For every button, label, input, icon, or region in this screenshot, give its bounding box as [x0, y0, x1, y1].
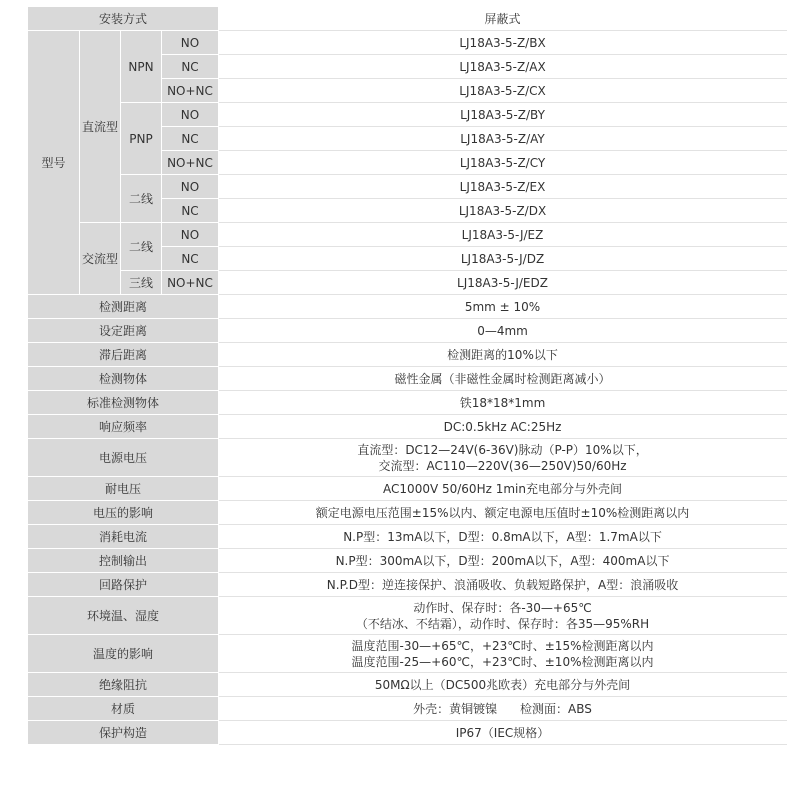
- spec-value: 磁性金属（非磁性金属时检测距离减小）: [219, 367, 787, 391]
- pnp-label: PNP: [121, 103, 162, 175]
- spec-label: 检测物体: [28, 367, 219, 391]
- spec-row: [28, 549, 787, 573]
- spec-value: N.P型：300mA以下，D型：200mA以下，A型：400mA以下: [219, 549, 787, 573]
- spec-row: [28, 415, 787, 439]
- output-type: NC: [162, 247, 219, 271]
- model-code: LJ18A3-5-Z/CX: [219, 79, 787, 103]
- output-type: NO: [162, 175, 219, 199]
- spec-row: [28, 439, 787, 477]
- spec-value: 50MΩ以上（DC500兆欧表）充电部分与外壳间: [219, 673, 787, 697]
- spec-value: DC:0.5kHz AC:25Hz: [219, 415, 787, 439]
- spec-label: 耐电压: [28, 477, 219, 501]
- ac-three-wire-label: 三线: [121, 271, 162, 295]
- model-row: [28, 31, 787, 55]
- spec-row: [28, 597, 787, 635]
- model-row: [28, 103, 787, 127]
- spec-row: [28, 673, 787, 697]
- spec-label: 保护构造: [28, 721, 219, 745]
- spec-value: [219, 439, 787, 477]
- spec-value: N.P型：13mA以下，D型：0.8mA以下，A型：1.7mA以下: [219, 525, 787, 549]
- spec-value: 检测距离的10%以下: [219, 343, 787, 367]
- spec-label: 回路保护: [28, 573, 219, 597]
- spec-label: 设定距离: [28, 319, 219, 343]
- spec-value-line: 动作时、保存时：各-30—+65℃: [413, 600, 592, 615]
- output-type: NC: [162, 199, 219, 223]
- spec-value: N.P.D型：逆连接保护、浪涌吸收、负载短路保护，A型：浪涌吸收: [219, 573, 787, 597]
- ac-two-wire-label: 二线: [121, 223, 162, 271]
- spec-value-line: 温度范围-25—+60℃，+23℃时、±10%检测距离以内: [351, 654, 654, 669]
- spec-value: AC1000V 50/60Hz 1min充电部分与外壳间: [219, 477, 787, 501]
- output-type: NC: [162, 127, 219, 151]
- spec-value-line: 交流型：AC110—220V(36—250V)50/60Hz: [378, 458, 627, 473]
- output-type: NO: [162, 103, 219, 127]
- spec-label: 滞后距离: [28, 343, 219, 367]
- model-code: LJ18A3-5-Z/BY: [219, 103, 787, 127]
- spec-label: 控制输出: [28, 549, 219, 573]
- spec-value: [219, 635, 787, 673]
- dc-type-label: 直流型: [80, 31, 121, 223]
- spec-row: [28, 319, 787, 343]
- spec-row: [28, 391, 787, 415]
- spec-value: 5mm ± 10%: [219, 295, 787, 319]
- spec-row: [28, 367, 787, 391]
- model-code: LJ18A3-5-Z/DX: [219, 199, 787, 223]
- spec-row: [28, 635, 787, 673]
- model-code: LJ18A3-5-Z/BX: [219, 31, 787, 55]
- output-type: NO+NC: [162, 271, 219, 295]
- dc-two-wire-label: 二线: [121, 175, 162, 223]
- model-row: [28, 271, 787, 295]
- model-code: LJ18A3-5-J/EDZ: [219, 271, 787, 295]
- spec-value: 0—4mm: [219, 319, 787, 343]
- spec-label: 检测距离: [28, 295, 219, 319]
- npn-label: NPN: [121, 31, 162, 103]
- spec-row-install: [28, 7, 787, 31]
- spec-value: 额定电源电压范围±15%以内、额定电源电压值时±10%检测距离以内: [219, 501, 787, 525]
- spec-label: 电源电压: [28, 439, 219, 477]
- output-type: NC: [162, 55, 219, 79]
- spec-row: [28, 721, 787, 745]
- model-code: LJ18A3-5-J/EZ: [219, 223, 787, 247]
- model-code: LJ18A3-5-Z/AX: [219, 55, 787, 79]
- model-code: LJ18A3-5-Z/EX: [219, 175, 787, 199]
- spec-label: 环境温、湿度: [28, 597, 219, 635]
- output-type: NO+NC: [162, 79, 219, 103]
- spec-table: [27, 6, 787, 745]
- model-label: 型号: [28, 31, 80, 295]
- spec-value-line: 直流型：DC12—24V(6-36V)脉动（P-P）10%以下，: [357, 442, 648, 457]
- spec-label: 消耗电流: [28, 525, 219, 549]
- spec-row: [28, 525, 787, 549]
- spec-row: [28, 697, 787, 721]
- spec-value: 铁18*18*1mm: [219, 391, 787, 415]
- spec-row: [28, 477, 787, 501]
- spec-row: [28, 501, 787, 525]
- spec-label: 标准检测物体: [28, 391, 219, 415]
- model-code: LJ18A3-5-Z/AY: [219, 127, 787, 151]
- model-code: LJ18A3-5-Z/CY: [219, 151, 787, 175]
- spec-value: IP67（IEC规格）: [219, 721, 787, 745]
- output-type: NO: [162, 31, 219, 55]
- spec-label: 绝缘阻抗: [28, 673, 219, 697]
- spec-row: [28, 295, 787, 319]
- spec-value: [219, 597, 787, 635]
- spec-row: [28, 343, 787, 367]
- install-label: 安装方式: [28, 7, 219, 31]
- model-row: [28, 223, 787, 247]
- model-code: LJ18A3-5-J/DZ: [219, 247, 787, 271]
- spec-row: [28, 573, 787, 597]
- spec-label: 温度的影响: [28, 635, 219, 673]
- ac-type-label: 交流型: [80, 223, 121, 295]
- install-value: 屏蔽式: [219, 7, 787, 31]
- spec-value-line: 温度范围-30—+65℃，+23℃时、±15%检测距离以内: [351, 638, 654, 653]
- spec-label: 材质: [28, 697, 219, 721]
- spec-label: 响应频率: [28, 415, 219, 439]
- spec-value: 外壳：黄铜镀镍 检测面：ABS: [219, 697, 787, 721]
- model-row: [28, 175, 787, 199]
- spec-label: 电压的影响: [28, 501, 219, 525]
- spec-value-line: （不结冰、不结霜），动作时、保存时：各35—95%RH: [355, 616, 650, 631]
- output-type: NO+NC: [162, 151, 219, 175]
- output-type: NO: [162, 223, 219, 247]
